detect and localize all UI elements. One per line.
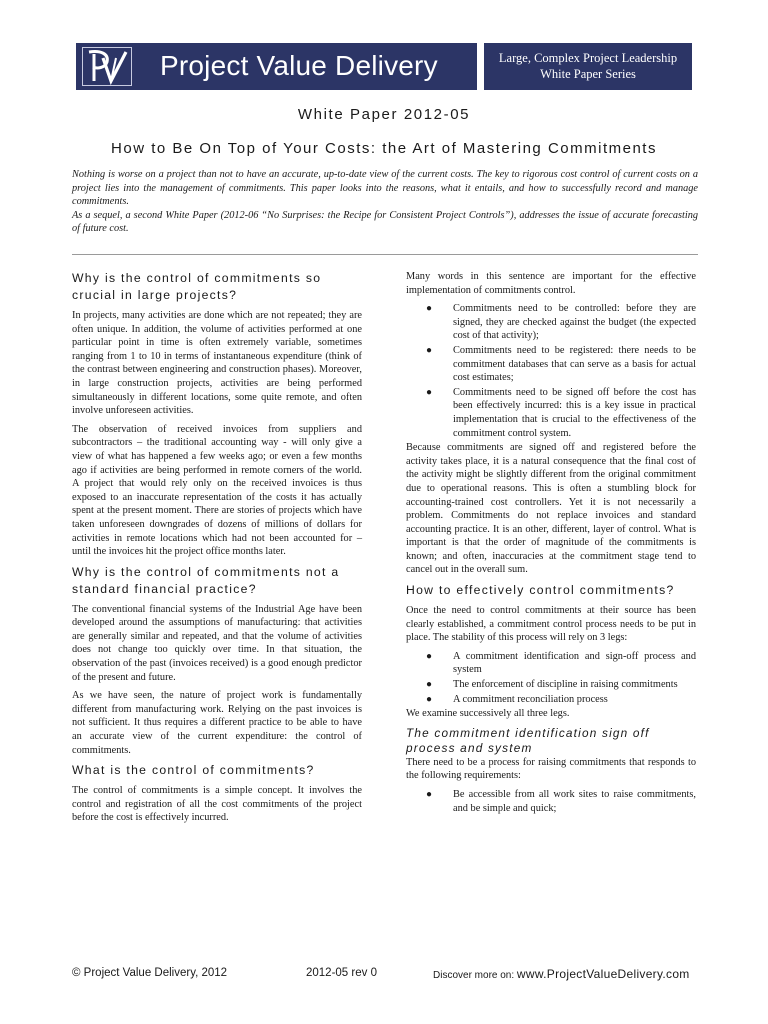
list-item xyxy=(406,693,696,707)
paragraph: We examine successively all three legs. xyxy=(406,708,570,720)
footer xyxy=(0,967,768,983)
header xyxy=(76,43,692,90)
list-item xyxy=(406,344,696,385)
bullet-icon: ● xyxy=(426,693,433,705)
section-heading: How to effectively control commitments? xyxy=(406,583,675,598)
footer-discover xyxy=(433,967,690,981)
list-item-text: The enforcement of discipline in raising commitments xyxy=(453,679,678,691)
paragraph: As we have seen, the nature of project work is fundamentally different from manufacturing work. Relying on the past invoices is not sufficient. It thus requires a different practice to be able to have an accurate view of the current expenditure: the control of commitments. xyxy=(72,690,362,756)
abstract xyxy=(72,168,698,236)
list-item-text: Commitments need to be controlled: before they are signed, they are checked against the budget (the expected cost of that activity); xyxy=(453,303,696,342)
bullet-icon: ● xyxy=(426,650,433,662)
abstract-paragraph-2: As a sequel, a second White Paper (2012-06 “No Surprises: the Recipe for Consistent Project Controls”), addresses the issue of accurate forecasting of future cost. xyxy=(72,209,698,234)
section-heading: Why is the control of commitments not a standard financial practice? xyxy=(72,564,340,596)
bullet-icon: ● xyxy=(426,386,433,398)
bullet-list xyxy=(406,650,696,706)
paragraph: The observation of received invoices from suppliers and subcontractors – the traditional accounting way - will only give a view of what has happened a few weeks ago; or even a few months ago if activities are being performed in remote corners of the world. A project that would rely only on the received invoices is thus exposed to an inaccurate representation of the costs it has actually spent at the present moment. There are stories of projects which have taken unforeseen downgrades of dozens of millions of dollars for activities in remote locations which had not been accounted for – until the invoices hit the project office months later. xyxy=(72,423,362,558)
paragraph: In projects, many activities are done which are not repeated; they are often unique. In addition, the volume of activities performed at one particular point in time is often extremely variable, sometimes ranging from 1 to 10 in terms of instantaneous expenditure (think of the contrast between engineering and construction phases). Moreover, in large construction projects, activities are being performed simultaneously in different locations, some quite remote, and often involve unforeseen activities. xyxy=(72,310,362,417)
series-box xyxy=(484,43,692,90)
bullet-icon: ● xyxy=(426,789,433,800)
paragraph: Many words in this sentence are important for the effective implementation of commitments control. xyxy=(406,271,696,296)
divider xyxy=(72,254,698,255)
paragraph: There need to be a process for raising commitments that responds to the following requirements: xyxy=(406,756,696,782)
document-title: How to Be On Top of Your Costs: the Art of Mastering Commitments xyxy=(111,140,657,157)
brand-banner xyxy=(76,43,477,90)
list-item xyxy=(406,650,696,677)
list-item xyxy=(406,386,696,440)
subsection-heading: The commitment identification sign off process and system xyxy=(406,725,650,755)
left-column xyxy=(72,270,362,830)
bullet-list xyxy=(406,788,696,815)
list-item-text: Be accessible from all work sites to raise commitments, and be simple and quick; xyxy=(453,789,696,814)
paragraph: Because commitments are signed off and registered before the activity takes place, it is a natural consequence that the final cost of the activity might be slightly different from the original commitment due to operational reasons. This is often a stumbling block for accounting-trained cost controllers. Yet it is not necessarily a problem. Commitments do not replace invoices and standard accounting practice. It is an other, different, layer of control. What is important is that the order of magnitude of the commitments is known; and often, inaccuracies at the commitment stage tend to cancel out in the overall sum. xyxy=(406,442,696,576)
series-line-2: White Paper Series xyxy=(540,67,636,81)
paragraph: The conventional financial systems of the Industrial Age have been developed around the assumptions of manufacturing: that activities are generally similar and repeated, and that the volume of activities does not change too quickly over time. In that situation, the observation of the past (invoices received) is a good enough predictor of the present and future. xyxy=(72,603,362,683)
footer-revision: 2012-05 rev 0 xyxy=(306,967,377,979)
bullet-icon: ● xyxy=(426,303,433,315)
section-heading: Why is the control of commitments so crucial in large projects? xyxy=(72,271,322,302)
pvd-logo xyxy=(82,47,132,86)
bullet-list xyxy=(406,302,696,440)
bullet-icon: ● xyxy=(426,679,433,691)
abstract-paragraph-1: Nothing is worse on a project than not to have an accurate, up-to-date view of the current costs. The key to rigorous cost control of current costs on a project lies into the management of commitments. This paper looks into the reasons, what it entails, and how to successfully record and manage commitments. xyxy=(72,169,698,207)
paragraph: Once the need to control commitments at their source has been clearly established, a commitment control process needs to be put in place. The stability of this process will rely on 3 legs: xyxy=(406,605,696,644)
list-item xyxy=(406,302,696,343)
list-item-text: A commitment identification and sign-off process and system xyxy=(453,650,696,676)
white-paper-number: White Paper 2012-05 xyxy=(297,106,471,123)
footer-copyright: © Project Value Delivery, 2012 xyxy=(72,967,228,979)
footer-url-link[interactable]: www.ProjectValueDelivery.com xyxy=(516,967,690,981)
list-item xyxy=(406,678,696,692)
right-column xyxy=(406,270,696,816)
list-item-text: Commitments need to be signed off before the cost has been effectively incurred: this is a key issue in practical implementation that is crucial to the effectiveness of the commitment control system. xyxy=(453,386,696,439)
footer-discover-label: Discover more on: xyxy=(433,970,517,981)
section-heading: What is the control of commitments? xyxy=(72,763,315,778)
series-line-1: Large, Complex Project Leadership xyxy=(498,51,678,65)
bullet-icon: ● xyxy=(426,344,433,356)
list-item-text: A commitment reconciliation process xyxy=(453,693,608,705)
list-item xyxy=(406,788,696,815)
list-item-text: Commitments need to be registered: there needs to be commitment databases that can serve as a basis for actual cost estimates; xyxy=(453,344,696,384)
paragraph: The control of commitments is a simple concept. It involves the control and registration of all the cost commitments of the project before the cost is effectively incurred. xyxy=(72,785,362,824)
brand-name: Project Value Delivery xyxy=(160,50,438,81)
